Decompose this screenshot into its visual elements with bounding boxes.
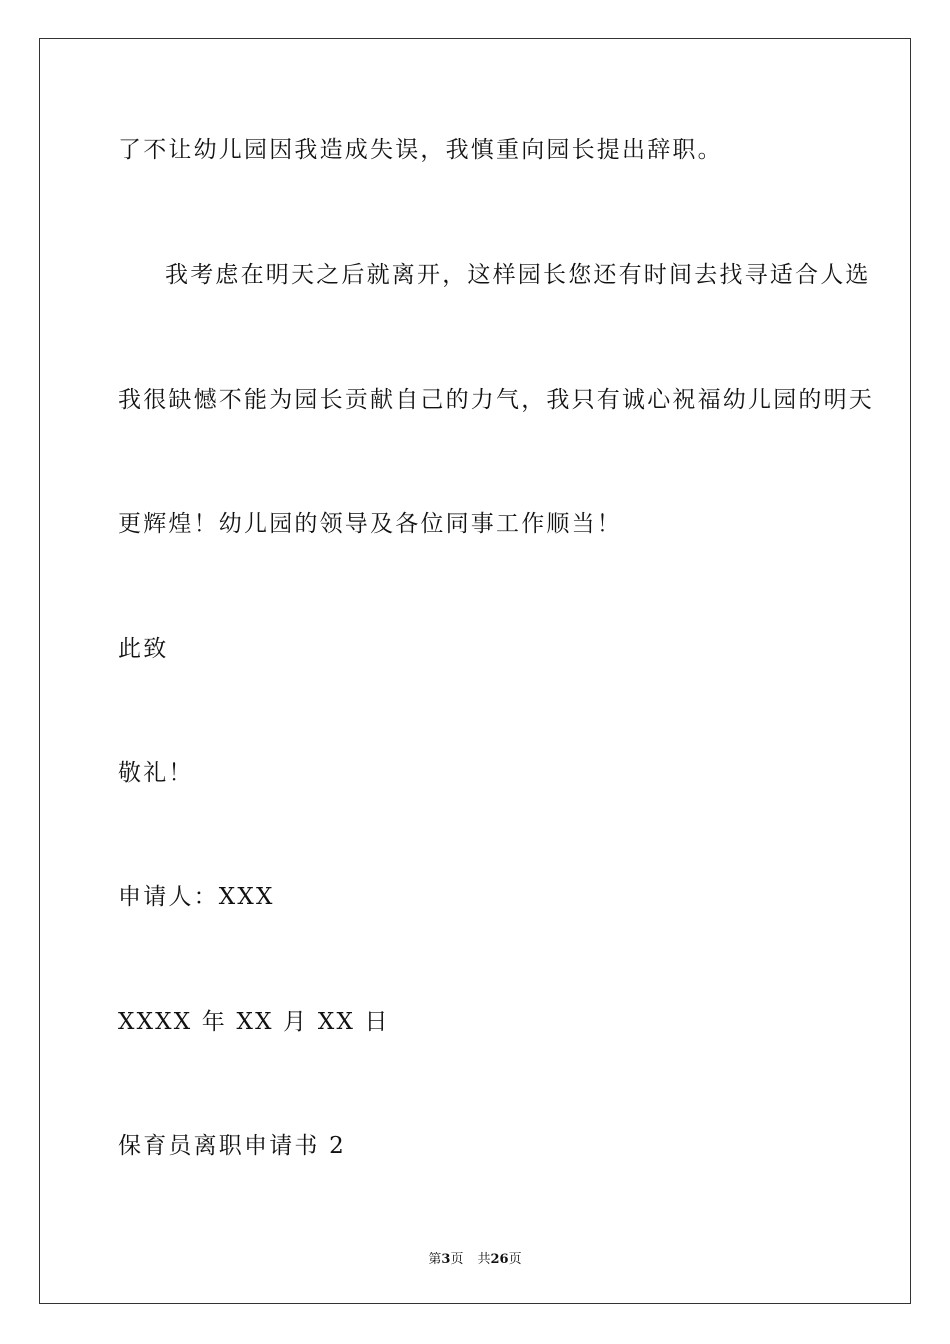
body-line-4: 更辉煌！幼儿园的领导及各位同事工作顺当！ <box>118 511 622 537</box>
body-line-1: 了不让幼儿园因我造成失误，我慎重向园长提出辞职。 <box>118 137 723 163</box>
page-suffix: 页 <box>450 1252 464 1267</box>
section-title: 保育员离职申请书 2 <box>118 1133 346 1159</box>
page-footer <box>0 1248 950 1267</box>
closing-regards: 敬礼！ <box>118 760 194 786</box>
total-prefix: 共 <box>477 1252 491 1267</box>
page-prefix: 第 <box>428 1252 442 1267</box>
total-suffix: 页 <box>508 1252 522 1267</box>
body-line-2: 我考虑在明天之后就离开，这样园长您还有时间去找寻适合人选 <box>165 262 871 288</box>
page-border <box>39 38 911 1304</box>
body-line-3: 我很缺憾不能为园长贡献自己的力气，我只有诚心祝福幼儿园的明天 <box>118 387 874 413</box>
total-pages: 26 <box>490 1252 509 1267</box>
applicant-line: 申请人：XXX <box>118 884 275 910</box>
closing-salutation: 此致 <box>118 636 169 662</box>
page-number: 3 <box>441 1252 451 1267</box>
date-line: XXXX 年 XX 月 XX 日 <box>118 1009 390 1035</box>
